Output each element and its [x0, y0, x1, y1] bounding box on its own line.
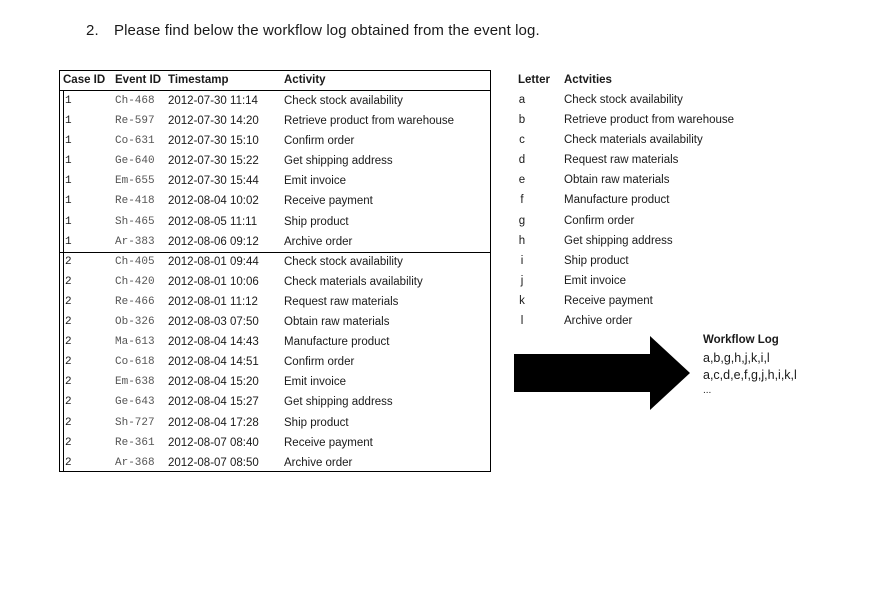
- table-row: [60, 372, 490, 392]
- legend-item: [512, 94, 772, 114]
- cell-case-id: 2: [65, 396, 72, 409]
- legend-item: [512, 275, 772, 295]
- table-row: [60, 392, 490, 412]
- legend-letter: h: [518, 234, 526, 247]
- cell-event-id: Co-631: [115, 135, 155, 148]
- header-timestamp: Timestamp: [168, 74, 229, 86]
- cell-timestamp: 2012-08-04 14:43: [168, 336, 259, 349]
- legend-letter: g: [518, 214, 526, 227]
- legend-item: [512, 134, 772, 154]
- legend-activity: Confirm order: [564, 214, 635, 227]
- legend-activity: Check stock availability: [564, 94, 683, 106]
- cell-event-id: Sh-465: [115, 215, 155, 228]
- cell-event-id: Em-655: [115, 175, 155, 188]
- legend-activity: Receive payment: [564, 294, 653, 307]
- cell-event-id: Ob-326: [115, 316, 155, 329]
- table-row: [60, 312, 490, 332]
- legend-letter: b: [518, 114, 526, 127]
- cell-event-id: Ch-468: [115, 95, 155, 107]
- legend-letter: c: [519, 134, 525, 147]
- question-text: Please find below the workflow log obtained from the event log.: [114, 22, 540, 39]
- legend-letter: a: [518, 94, 526, 106]
- cell-activity: Obtain raw materials: [284, 316, 390, 329]
- table-row: [60, 131, 490, 151]
- cell-activity: Receive payment: [284, 195, 373, 208]
- cell-case-id: 1: [65, 215, 72, 228]
- header-activity: Activity: [284, 74, 326, 86]
- table-row: [60, 433, 490, 453]
- table-row: [60, 292, 490, 312]
- cell-case-id: 1: [65, 95, 72, 107]
- cell-timestamp: 2012-08-04 17:28: [168, 416, 259, 429]
- cell-event-id: Ge-640: [115, 155, 155, 168]
- cell-timestamp: 2012-07-30 15:10: [168, 135, 259, 148]
- cell-case-id: 1: [65, 155, 72, 168]
- table-row: [60, 252, 490, 272]
- cell-timestamp: 2012-07-30 15:22: [168, 155, 259, 168]
- table-row: [60, 413, 490, 433]
- cell-timestamp: 2012-08-07 08:50: [168, 456, 259, 469]
- cell-activity: Retrieve product from warehouse: [284, 115, 455, 128]
- legend-letter: k: [519, 294, 525, 307]
- legend-item: [512, 154, 772, 174]
- legend-item: [512, 114, 772, 134]
- table-row: [60, 232, 490, 252]
- cell-activity: Get shipping address: [284, 396, 393, 409]
- cell-case-id: 1: [65, 235, 72, 248]
- cell-timestamp: 2012-08-01 11:12: [168, 295, 258, 308]
- legend-letter: d: [518, 154, 526, 167]
- table-row: [60, 151, 490, 171]
- cell-case-id: 2: [65, 416, 72, 429]
- legend-letter: i: [520, 254, 524, 267]
- workflow-trace-2: a,c,d,e,f,g,j,h,i,k,l: [703, 368, 797, 382]
- cell-case-id: 2: [65, 456, 72, 469]
- cell-event-id: Re-597: [115, 115, 155, 128]
- cell-activity: Emit invoice: [284, 175, 346, 188]
- legend-item: [512, 235, 772, 255]
- cell-timestamp: 2012-07-30 11:14: [168, 95, 258, 107]
- legend-item: [512, 194, 772, 214]
- cell-case-id: 1: [65, 135, 72, 148]
- cell-case-id: 1: [65, 195, 72, 208]
- workflow-log: [703, 334, 797, 396]
- cell-activity: Confirm order: [284, 356, 355, 369]
- cell-timestamp: 2012-08-05 11:11: [168, 215, 258, 228]
- workflow-trace-1: a,b,g,h,j,k,i,l: [703, 351, 770, 365]
- cell-timestamp: 2012-08-04 15:20: [168, 376, 259, 389]
- cell-event-id: Em-638: [115, 376, 155, 389]
- legend-header-activities: Actvities: [564, 74, 612, 86]
- cell-activity: Archive order: [284, 235, 353, 248]
- question-heading: [86, 22, 540, 39]
- table-row: [60, 352, 490, 372]
- cell-case-id: 2: [65, 376, 72, 389]
- legend-activity: Get shipping address: [564, 234, 673, 247]
- workflow-ellipsis: ...: [703, 385, 712, 396]
- cell-activity: Archive order: [284, 456, 353, 469]
- cell-activity: Emit invoice: [284, 376, 346, 389]
- cell-event-id: Ch-420: [115, 275, 155, 288]
- table-row: [60, 91, 490, 111]
- cell-activity: Receive payment: [284, 436, 373, 449]
- table-header: [60, 71, 490, 91]
- cell-activity: Check stock availability: [284, 255, 403, 268]
- legend-letter: l: [520, 315, 524, 328]
- cell-activity: Check stock availability: [284, 95, 403, 107]
- legend-item: [512, 315, 772, 335]
- legend-activity: Retrieve product from warehouse: [564, 114, 735, 127]
- table-row: [60, 111, 490, 131]
- legend-letter: f: [520, 194, 524, 207]
- workflow-log-title: Workflow Log: [703, 334, 779, 346]
- cell-case-id: 2: [65, 316, 72, 329]
- legend-item: [512, 215, 772, 235]
- cell-case-id: 2: [65, 336, 72, 349]
- table-row: [60, 191, 490, 211]
- cell-case-id: 2: [65, 255, 72, 268]
- cell-event-id: Re-361: [115, 436, 155, 449]
- table-row: [60, 171, 490, 191]
- header-event-id: Event ID: [115, 74, 162, 86]
- cell-case-id: 2: [65, 436, 72, 449]
- legend-activity: Emit invoice: [564, 274, 626, 287]
- cell-activity: Check materials availability: [284, 275, 423, 288]
- cell-timestamp: 2012-08-04 10:02: [168, 195, 259, 208]
- cell-case-id: 2: [65, 295, 72, 308]
- cell-timestamp: 2012-08-04 14:51: [168, 356, 259, 369]
- cell-activity: Request raw materials: [284, 295, 399, 308]
- cell-timestamp: 2012-08-01 10:06: [168, 275, 259, 288]
- legend-header-letter: Letter: [518, 74, 550, 86]
- legend-item: [512, 295, 772, 315]
- cell-case-id: 2: [65, 275, 72, 288]
- legend-item: [512, 255, 772, 275]
- legend-item: [512, 174, 772, 194]
- legend-activity: Check materials availability: [564, 134, 703, 147]
- cell-event-id: Co-618: [115, 356, 155, 369]
- legend-letter: j: [520, 274, 524, 287]
- cell-case-id: 1: [65, 175, 72, 188]
- table-row: [60, 212, 490, 232]
- cell-timestamp: 2012-07-30 15:44: [168, 175, 259, 188]
- cell-event-id: Ch-405: [115, 255, 155, 268]
- table-row: [60, 272, 490, 292]
- legend-activity: Ship product: [564, 254, 629, 267]
- cell-case-id: 2: [65, 356, 72, 369]
- cell-activity: Confirm order: [284, 135, 355, 148]
- event-log-table: [59, 70, 491, 472]
- legend-activity: Obtain raw materials: [564, 174, 670, 187]
- legend-activity: Archive order: [564, 315, 633, 328]
- cell-event-id: Ar-383: [115, 235, 155, 248]
- legend-body: [512, 94, 772, 335]
- question-number: 2.: [86, 22, 99, 39]
- right-arrow-icon: [514, 336, 690, 415]
- table-body: [60, 91, 490, 473]
- header-case-id: Case ID: [63, 74, 106, 86]
- cell-timestamp: 2012-08-07 08:40: [168, 436, 259, 449]
- cell-activity: Get shipping address: [284, 155, 393, 168]
- cell-timestamp: 2012-08-03 07:50: [168, 316, 259, 329]
- cell-activity: Ship product: [284, 215, 349, 228]
- cell-case-id: 1: [65, 115, 72, 128]
- cell-event-id: Ma-613: [115, 336, 155, 349]
- cell-event-id: Re-466: [115, 295, 155, 308]
- table-row: [60, 332, 490, 352]
- cell-timestamp: 2012-08-01 09:44: [168, 255, 259, 268]
- cell-timestamp: 2012-07-30 14:20: [168, 115, 259, 128]
- cell-event-id: Re-418: [115, 195, 155, 208]
- legend-letter: e: [518, 174, 526, 187]
- cell-event-id: Ge-643: [115, 396, 155, 409]
- table-row: [60, 453, 490, 473]
- cell-event-id: Sh-727: [115, 416, 155, 429]
- legend-activity: Request raw materials: [564, 154, 679, 167]
- cell-activity: Manufacture product: [284, 336, 390, 349]
- cell-event-id: Ar-368: [115, 456, 155, 469]
- cell-activity: Ship product: [284, 416, 349, 429]
- cell-timestamp: 2012-08-06 09:12: [168, 235, 259, 248]
- legend-activity: Manufacture product: [564, 194, 670, 207]
- cell-timestamp: 2012-08-04 15:27: [168, 396, 259, 409]
